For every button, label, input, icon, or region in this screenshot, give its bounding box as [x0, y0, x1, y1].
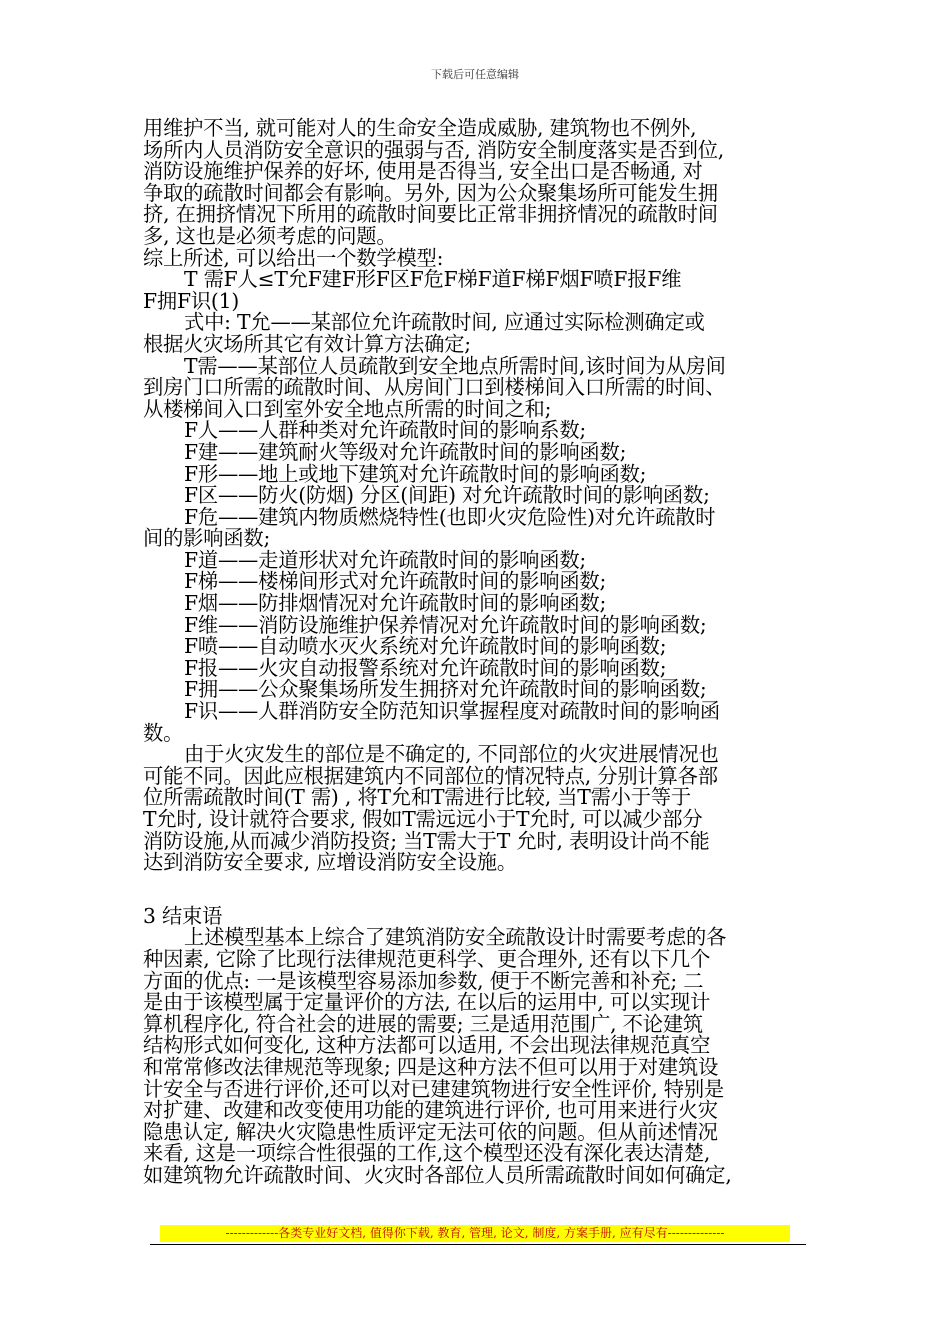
definition-f-people: F人——人群种类对允许疏散时间的影响系数; [184, 418, 587, 443]
text-line: 如建筑物允许疏散时间、火灾时各部位人员所需疏散时间如何确定, [143, 1162, 732, 1187]
definition-list [143, 312, 808, 744]
definition-t-need-cont: 到房门口所需的疏散时间、从房间门口到楼梯间入口所需的时间、 [143, 375, 726, 400]
text-line: 种因素, 它除了比现行法律规范更科学、更合理外, 还有以下几个 [143, 946, 711, 971]
definition-t-need-cont: 从楼梯间入口到室外安全地点所需的时间之和; [143, 396, 552, 421]
definition-f-crowding: F拥——公众聚集场所发生拥挤对允许疏散时间的影响函数; [184, 677, 707, 702]
definition-f-knowledge: F识——人群消防安全防范知识掌握程度对疏散时间的影响函 [184, 699, 720, 724]
text-line: 挤, 在拥挤情况下所用的疏散时间要比正常非拥挤情况的疏散时间 [143, 202, 718, 227]
text-line: 方面的优点: 一是该模型容易添加参数, 便于不断完善和补充; 二 [143, 968, 704, 993]
definition-f-stair: F梯——楼梯间形式对允许疏散时间的影响函数; [184, 569, 607, 594]
paragraph-safety-factors [143, 118, 808, 248]
model-intro: 综上所述, 可以给出一个数学模型: [143, 245, 444, 270]
definition-t-allow-cont: 根据火灾场所其它有效计算方法确定; [143, 331, 471, 356]
definition-t-need: T需——某部位人员疏散到安全地点所需时间,该时间为从房间 [184, 353, 726, 378]
definition-f-hazard: F危——建筑内物质燃烧特性(也即火灾危险性)对允许疏散时 [184, 504, 716, 529]
text-line: T允时, 设计就符合要求, 假如T需远远小于T允时, 可以减少部分 [143, 807, 703, 831]
text-line: 对扩建、改建和改变使用功能的建筑进行评价, 也可用来进行火灾 [143, 1098, 718, 1123]
text-line: 达到消防安全要求, 应增设消防安全设施。 [143, 850, 517, 875]
footer-banner: -------------各类专业好文档, 值得你下载, 教育, 管理, 论文, 制度, 方案手册, 应有尽有-------------- [160, 1225, 790, 1242]
paragraph-comparison [143, 744, 808, 874]
footer-divider [150, 1244, 806, 1245]
definition-f-sprinkler: F喷——自动喷水灭火系统对允许疏散时间的影响函数; [184, 634, 667, 659]
formula-line: F拥F识(1) [143, 288, 240, 313]
text-line: 和常常修改法律规范等现象; 四是这种方法不但可以用于对建筑设 [143, 1054, 719, 1079]
text-line: 多, 这也是必须考虑的问题。 [143, 223, 397, 248]
definition-f-shape: F形——地上或地下建筑对允许疏散时间的影响函数; [184, 461, 647, 486]
text-line: 消防设施,从而减少消防投资; 当T需大于T 允时, 表明设计尚不能 [143, 828, 710, 853]
definition-f-alarm: F报——火灾自动报警系统对允许疏散时间的影响函数; [184, 655, 667, 680]
text-line: 隐患认定, 解决火灾隐患性质评定无法可依的问题。但从前述情况 [143, 1119, 718, 1144]
definition-f-maintenance: F维——消防设施维护保养情况对允许疏散时间的影响函数; [184, 612, 707, 637]
definition-f-hazard-cont: 间的影响函数; [143, 526, 271, 551]
paragraph-conclusion [143, 927, 808, 1186]
formula-line: T 需F人≤T允F建F形F区F危F梯F道F梯F烟F喷F报F维 [184, 267, 682, 292]
text-line: 来看, 这是一项综合性很强的工作,这个模型还没有深化表达清楚, [143, 1141, 711, 1166]
definition-f-smoke: F烟——防排烟情况对允许疏散时间的影响函数; [184, 591, 607, 616]
definition-f-building: F建——建筑耐火等级对允许疏散时间的影响函数; [184, 439, 627, 464]
text-line: 位所需疏散时间(T 需) , 将T允和T需进行比较, 当T需小于等于 [143, 785, 692, 810]
section-heading: 3 结束语 [143, 903, 223, 928]
text-line: 由于火灾发生的部位是不确定的, 不同部位的火灾进展情况也 [184, 742, 719, 767]
formula [143, 269, 808, 312]
text-line: 计安全与否进行评价,还可以对已建建筑物进行安全性评价, 特别是 [143, 1076, 725, 1101]
text-line: 算机程序化, 符合社会的进展的需要; 三是适用范围广, 不论建筑 [143, 1011, 703, 1036]
text-line: 上述模型基本上综合了建筑消防安全疏散设计时需要考虑的各 [184, 925, 727, 950]
definition-f-knowledge-cont: 数。 [143, 720, 184, 745]
text-line: 结构形式如何变化, 这种方法都可以适用, 不会出现法律规范真空 [143, 1033, 711, 1058]
text-line: 用维护不当, 就可能对人的生命安全造成威胁, 建筑物也不例外, [143, 116, 697, 140]
definition-f-corridor: F道——走道形状对允许疏散时间的影响函数; [184, 547, 587, 572]
text-line: 场所内人员消防安全意识的强弱与否, 消防安全制度落实是否到位, [143, 137, 725, 162]
definition-t-allow: 式中: T允——某部位允许疏散时间, 应通过实际检测确定或 [184, 310, 705, 335]
document-body [143, 118, 808, 1187]
text-line: 消防设施维护保养的好坏, 使用是否得当, 安全出口是否畅通, 对 [143, 159, 703, 184]
page-header: 下载后可任意编辑 [431, 68, 519, 81]
text-line: 可能不同。因此应根据建筑内不同部位的情况特点, 分别计算各部 [143, 763, 718, 788]
spacer [143, 874, 808, 906]
text-line: 是由于该模型属于定量评价的方法, 在以后的运用中, 可以实现计 [143, 990, 711, 1015]
text-line: 争取的疏散时间都会有影响。另外, 因为公众聚集场所可能发生拥 [143, 180, 718, 205]
definition-f-zone: F区——防火(防烟) 分区(间距) 对允许疏散时间的影响函数; [184, 483, 710, 508]
